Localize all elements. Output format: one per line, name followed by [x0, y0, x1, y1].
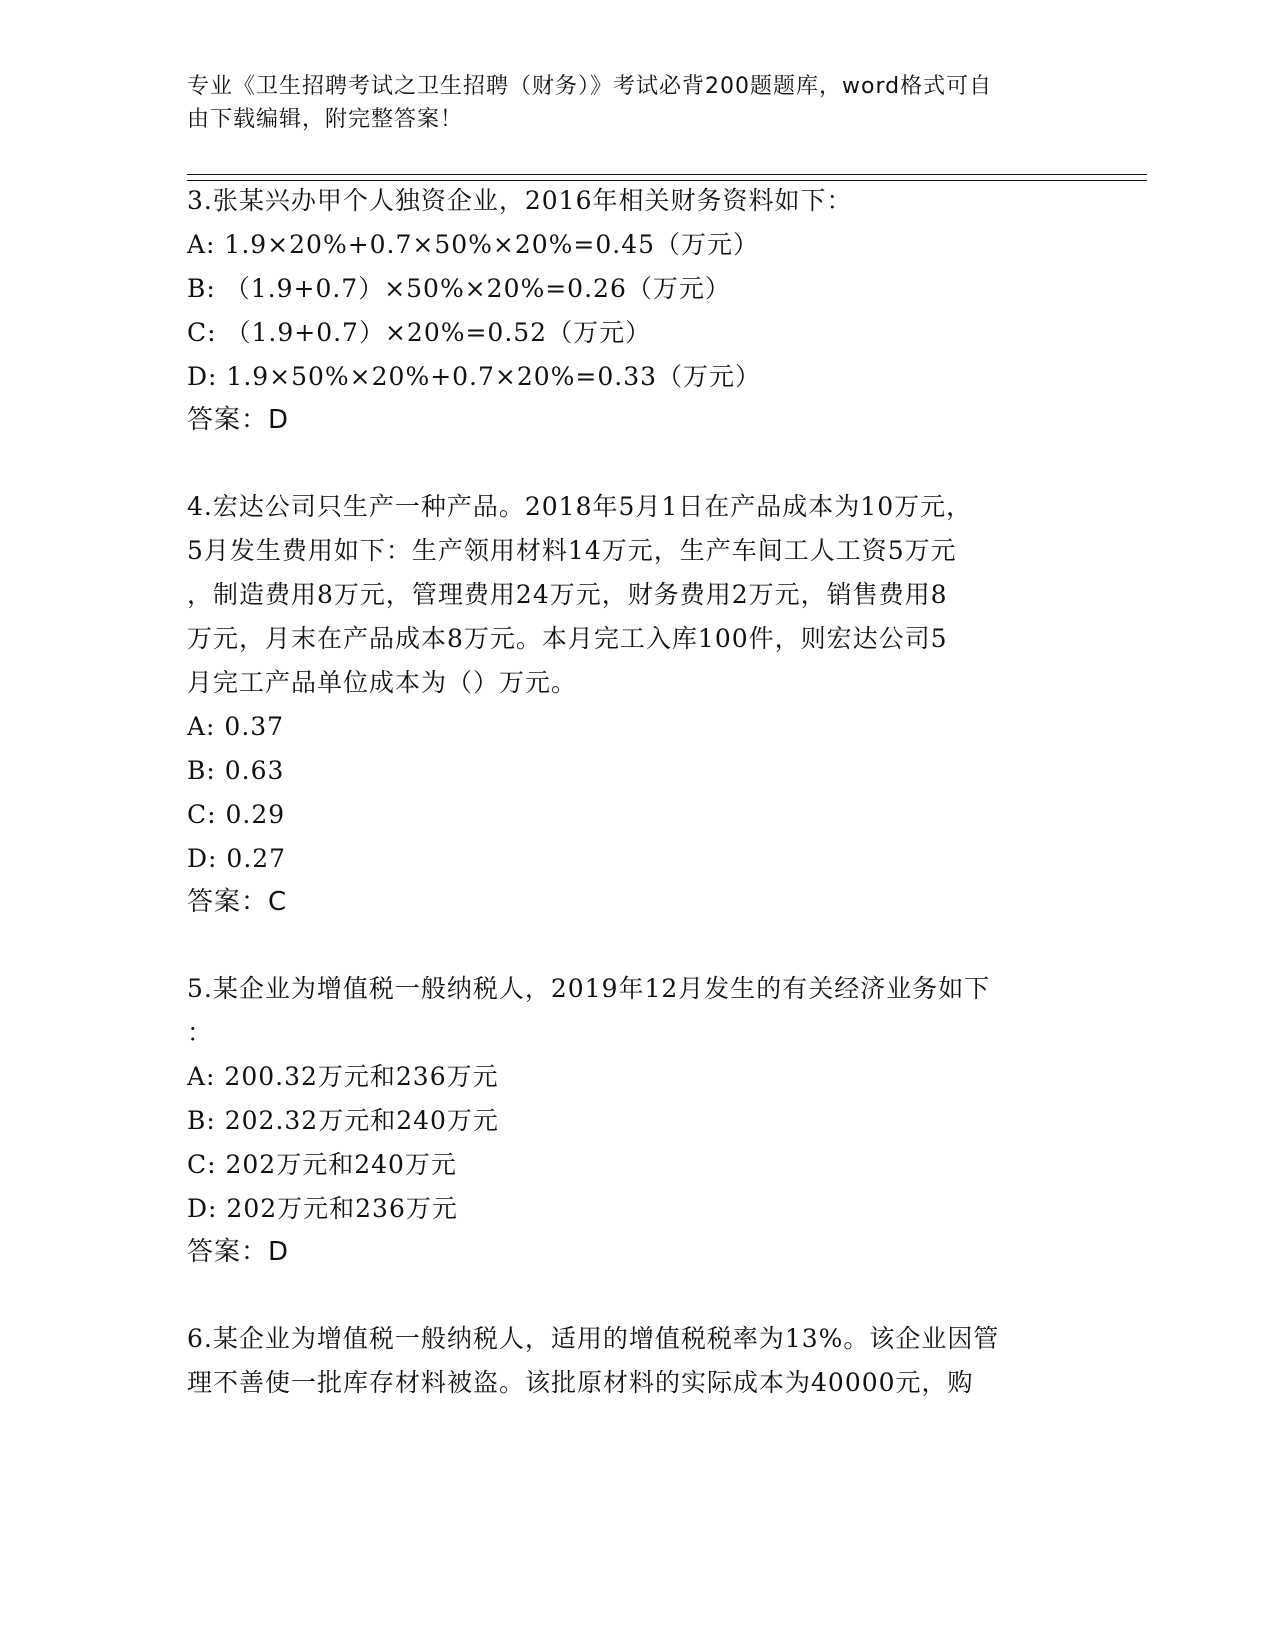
- q5-stem-line-2: ：: [187, 1018, 214, 1047]
- q4-option-a: A: 0.37: [187, 712, 285, 741]
- q4-stem-line-5: 月完工产品单位成本为（）万元。: [187, 668, 578, 697]
- header-divider-bottom: [187, 180, 1147, 181]
- q4-stem-line-3: ，制造费用8万元，管理费用24万元，财务费用2万元，销售费用8: [187, 580, 948, 609]
- q5-option-d: D: 202万元和236万元: [187, 1194, 458, 1223]
- q4-stem-line-2: 5月发生费用如下：生产领用材料14万元，生产车间工人工资5万元: [187, 536, 957, 565]
- document-header: [187, 70, 1067, 136]
- q4-option-d: D: 0.27: [187, 844, 287, 873]
- q4-stem-line-4: 万元，月末在产品成本8万元。本月完工入库100件，则宏达公司5: [187, 624, 948, 653]
- q3-option-b: B: （1.9+0.7）×50%×20%=0.26（万元）: [187, 274, 731, 303]
- q3-option-d: D: 1.9×50%×20%+0.7×20%=0.33（万元）: [187, 362, 762, 391]
- q5-stem-line-1: 5.某企业为增值税一般纳税人，2019年12月发生的有关经济业务如下: [187, 974, 991, 1003]
- q4-option-b: B: 0.63: [187, 756, 285, 785]
- q3-answer: 答案：D: [187, 405, 290, 435]
- q3-stem: 3.张某兴办甲个人独资企业，2016年相关财务资料如下：: [187, 186, 853, 215]
- q5-option-a: A: 200.32万元和236万元: [187, 1062, 499, 1091]
- q3-option-c: C: （1.9+0.7）×20%=0.52（万元）: [187, 318, 652, 347]
- q6-stem-line-1: 6.某企业为增值税一般纳税人，适用的增值税税率为13%。该企业因管: [187, 1324, 1000, 1353]
- q4-answer: 答案：C: [187, 887, 288, 917]
- q5-option-c: C: 202万元和240万元: [187, 1150, 457, 1179]
- q6-stem-line-2: 理不善使一批库存材料被盗。该批原材料的实际成本为40000元，购: [187, 1368, 974, 1397]
- header-line-1: 专业《卫生招聘考试之卫生招聘（财务）》考试必背200题题库，word格式可自: [187, 74, 993, 99]
- q5-answer: 答案：D: [187, 1237, 290, 1267]
- q4-stem-line-1: 4.宏达公司只生产一种产品。2018年5月1日在产品成本为10万元，: [187, 492, 973, 521]
- header-divider-top: [187, 174, 1147, 175]
- q4-option-c: C: 0.29: [187, 800, 286, 829]
- q3-option-a: A: 1.9×20%+0.7×50%×20%=0.45（万元）: [187, 230, 760, 259]
- q5-option-b: B: 202.32万元和240万元: [187, 1106, 499, 1135]
- header-line-2: 由下载编辑，附完整答案！: [187, 107, 464, 132]
